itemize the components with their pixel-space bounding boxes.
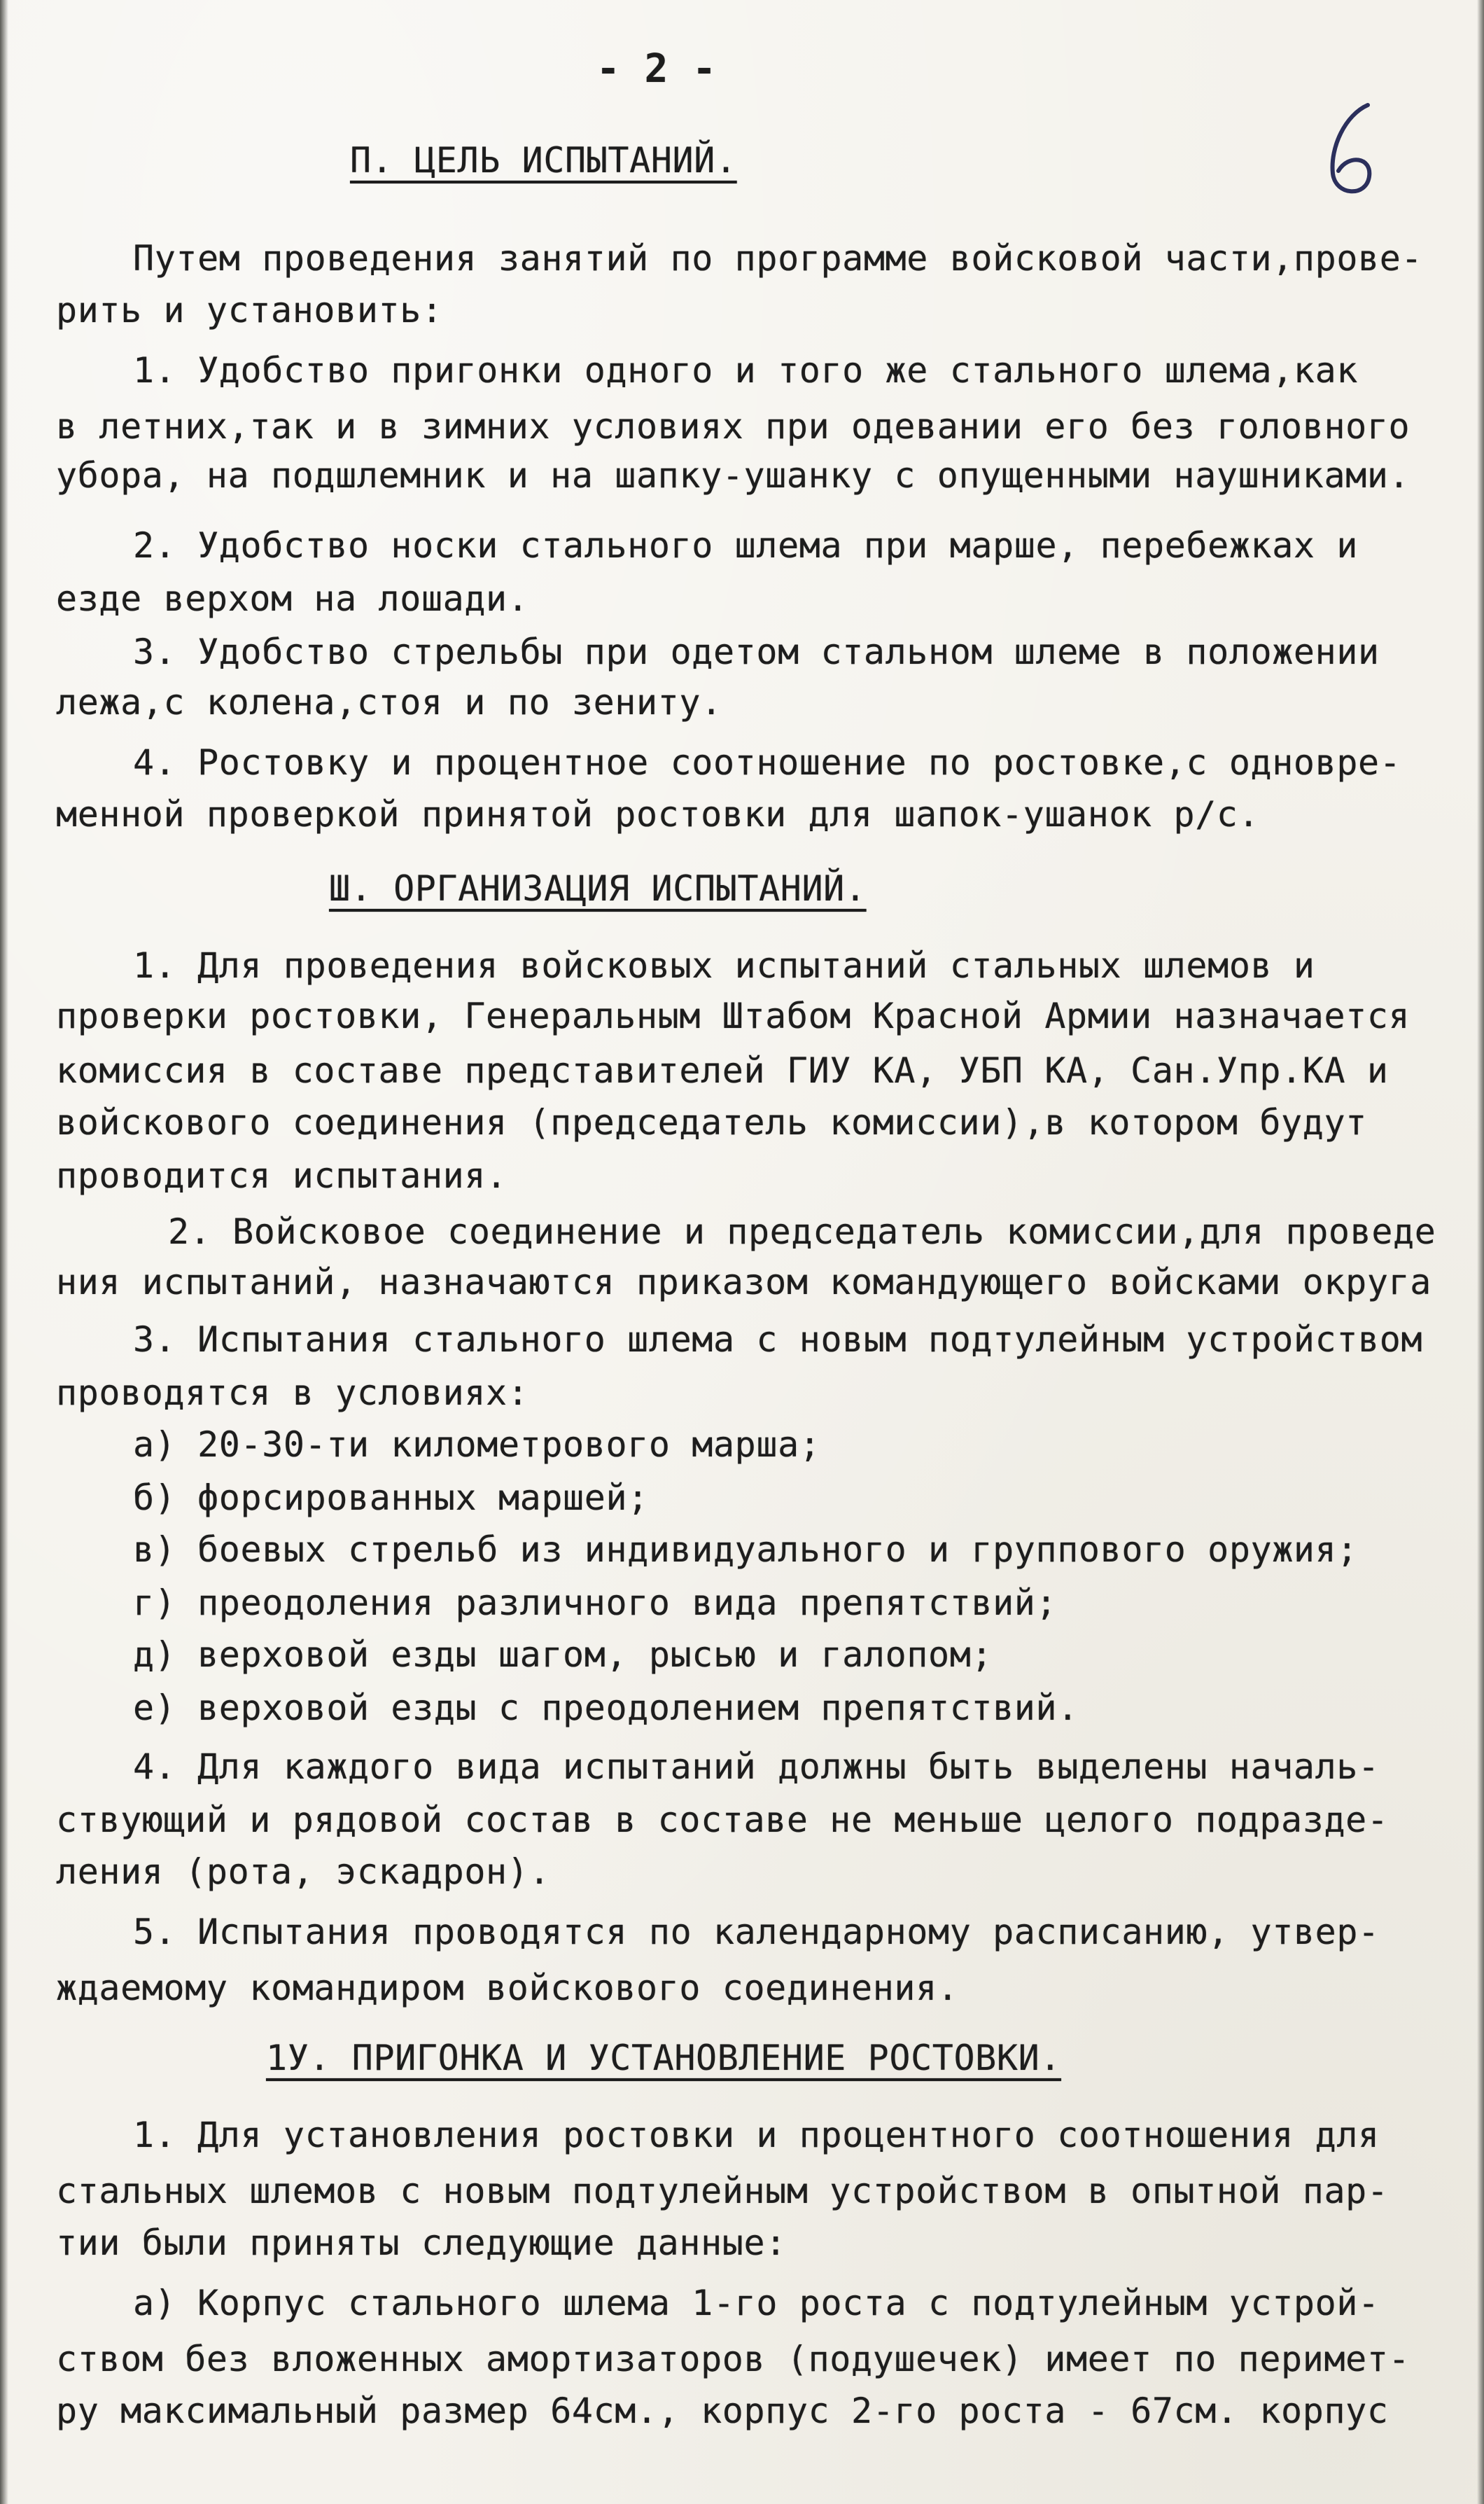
text-line: проводятся в условиях: [56, 1372, 529, 1413]
text-line: 4. Для каждого вида испытаний должны быть выделены началь- [133, 1746, 1380, 1787]
scan-edge-left [0, 0, 8, 2504]
text-line: 5. Испытания проводятся по календарному расписанию, утвер- [133, 1912, 1380, 1952]
text-line: ния испытаний, назначаются приказом командующего войсками округа [56, 1262, 1432, 1302]
text-line: 3. Удобство стрельбы при одетом стальном шлеме в положении [133, 632, 1380, 672]
text-line: 1. Для установления ростовки и процентного соотношения для [133, 2115, 1380, 2155]
text-line: проводится испытания. [56, 1155, 507, 1196]
text-line: ру максимальный размер 64см., корпус 2-го роста - 67см. корпус [56, 2391, 1389, 2431]
text-line: езде верхом на лошади. [56, 578, 529, 619]
section-heading: 1У. ПРИГОНКА И УСТАНОВЛЕНИЕ РОСТОВКИ. [266, 2038, 1061, 2078]
list-item: д) верховой езды шагом, рысью и галопом; [133, 1634, 993, 1675]
page-number: - 2 - [596, 46, 717, 92]
text-line: тии были приняты следующие данные: [56, 2223, 787, 2263]
text-line: ствующий и рядовой состав в составе не меньше целого подразде- [56, 1800, 1389, 1840]
text-line: комиссия в составе представителей ГИУ КА, УБП КА, Сан.Упр.КА и [56, 1050, 1389, 1091]
text-line: менной проверкой принятой ростовки для шапок-ушанок р/с. [56, 794, 1260, 835]
list-item: а) 20-30-ти километрового марша; [133, 1424, 821, 1465]
list-item: г) преодоления различного вида препятствий; [133, 1583, 1058, 1623]
text-line: Путем проведения занятий по программе войсковой части,прове- [133, 238, 1423, 279]
handwritten-page-mark [1317, 98, 1387, 203]
text-line: 2. Удобство носки стального шлема при марше, перебежках и [133, 525, 1359, 566]
list-item: е) верховой езды с преодолением препятствий. [133, 1688, 1079, 1728]
text-line: ством без вложенных амортизаторов (подушечек) имеет по перимет- [56, 2339, 1410, 2379]
text-line: войскового соединения (председатель комиссии),в котором будут [56, 1102, 1367, 1143]
list-item: б) форсированных маршей; [133, 1477, 649, 1518]
text-line: проверки ростовки, Генеральным Штабом Красной Армии назначается [56, 996, 1410, 1036]
text-line: 3. Испытания стального шлема с новым подтулейным устройством [133, 1319, 1423, 1360]
text-line: а) Корпус стального шлема 1-го роста с подтулейным устрой- [133, 2283, 1380, 2323]
scan-edge-right [1477, 0, 1484, 2504]
text-line: 1. Для проведения войсковых испытаний стальных шлемов и [133, 945, 1315, 986]
text-line: лежа,с колена,стоя и по зениту. [56, 682, 722, 723]
text-line: в летних,так и в зимних условиях при одевании его без головного [56, 406, 1410, 447]
text-line: 4. Ростовку и процентное соотношение по ростовке,с одновре- [133, 742, 1401, 783]
text-line: рить и установить: [56, 290, 443, 331]
text-line: ления (рота, эскадрон). [56, 1851, 551, 1892]
text-line: ждаемому командиром войскового соединения. [56, 1968, 959, 2008]
text-line: убора, на подшлемник и на шапку-ушанку с опущенными наушниками. [56, 455, 1410, 496]
text-line: стальных шлемов с новым подтулейным устройством в опытной пар- [56, 2171, 1389, 2211]
text-line: 1. Удобство пригонки одного и того же стального шлема,как [133, 350, 1359, 391]
list-item: в) боевых стрельб из индивидуального и группового оружия; [133, 1529, 1359, 1570]
section-heading: П. ЦЕЛЬ ИСПЫТАНИЙ. [350, 140, 737, 181]
text-line: 2. Войсковое соединение и председатель комиссии,для проведе [168, 1211, 1436, 1252]
section-heading: Ш. ОРГАНИЗАЦИЯ ИСПЫТАНИЙ. [329, 868, 867, 909]
